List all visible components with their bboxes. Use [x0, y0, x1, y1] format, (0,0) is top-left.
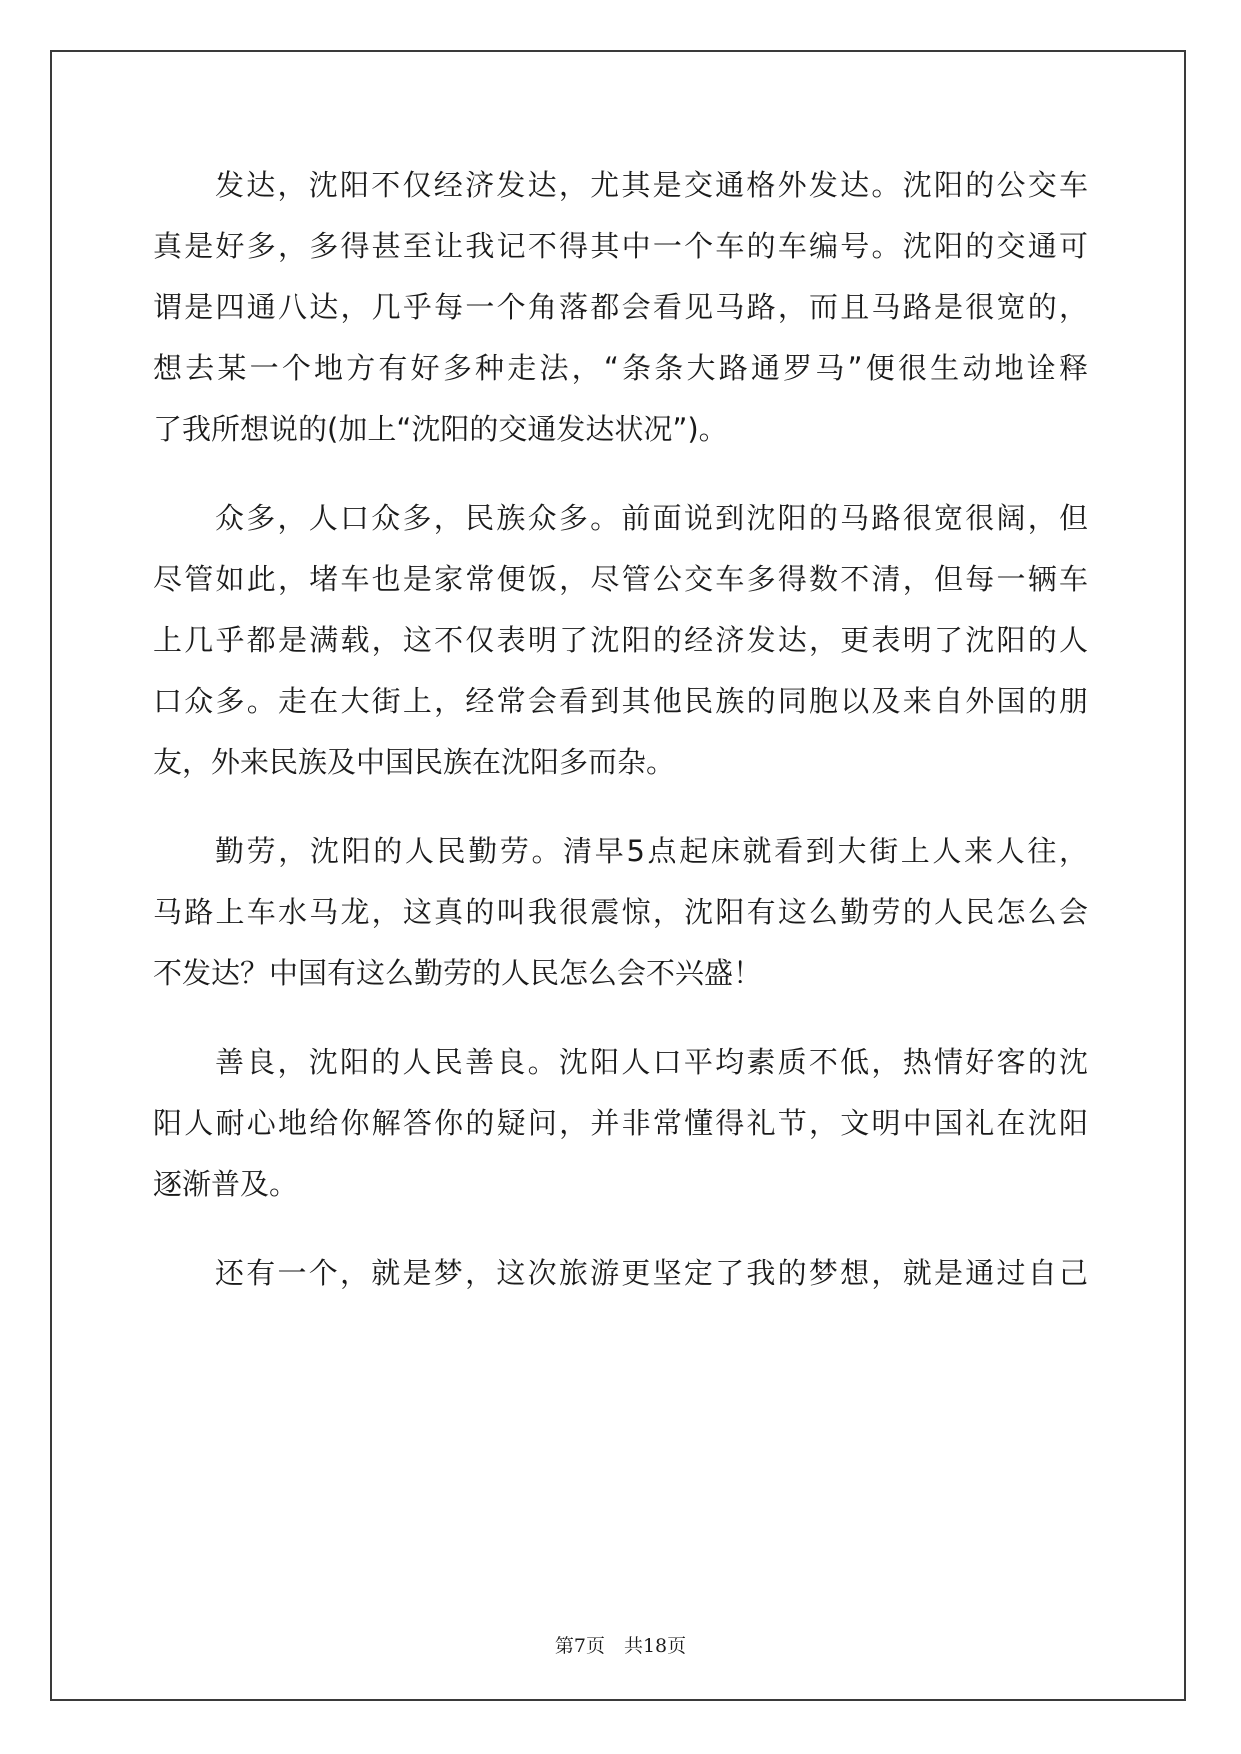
text-line: 勤劳，沈阳的人民勤劳。清早5点起床就看到大街上人来人往，	[215, 834, 1088, 868]
text-line: 想去某一个地方有好多种走法，“条条大路通罗马”便很生动地诠释	[153, 351, 1088, 385]
text-line: 善良，沈阳的人民善良。沈阳人口平均素质不低，热情好客的沈	[215, 1045, 1088, 1079]
page-number-footer: 第7页 共18页	[554, 1635, 687, 1657]
paragraph	[153, 155, 1088, 460]
paragraph	[153, 1032, 1088, 1215]
text-line: 还有一个，就是梦，这次旅游更坚定了我的梦想，就是通过自己	[215, 1256, 1088, 1290]
document-body	[153, 155, 1088, 1304]
text-line: 阳人耐心地给你解答你的疑问，并非常懂得礼节，文明中国礼在沈阳	[153, 1106, 1088, 1140]
text-line: 真是好多，多得甚至让我记不得其中一个车的车编号。沈阳的交通可	[153, 229, 1088, 263]
text-line: 马路上车水马龙，这真的叫我很震惊，沈阳有这么勤劳的人民怎么会	[153, 895, 1088, 929]
paragraph	[153, 821, 1088, 1004]
text-line: 友，外来民族及中国民族在沈阳多而杂。	[153, 745, 676, 779]
text-line: 上几乎都是满载，这不仅表明了沈阳的经济发达，更表明了沈阳的人	[153, 623, 1088, 657]
paragraph	[153, 488, 1088, 793]
text-line: 谓是四通八达，几乎每一个角落都会看见马路，而且马路是很宽的，	[153, 290, 1088, 324]
text-line: 了我所想说的(加上“沈阳的交通发达状况”)。	[153, 412, 728, 446]
text-line: 发达，沈阳不仅经济发达，尤其是交通格外发达。沈阳的公交车	[215, 168, 1088, 202]
text-line: 尽管如此，堵车也是家常便饭，尽管公交车多得数不清，但每一辆车	[153, 562, 1088, 596]
paragraph	[153, 1243, 1088, 1304]
text-line: 口众多。走在大街上，经常会看到其他民族的同胞以及来自外国的朋	[153, 684, 1088, 718]
text-line: 逐渐普及。	[153, 1167, 299, 1201]
text-line: 不发达？中国有这么勤劳的人民怎么会不兴盛！	[153, 956, 763, 990]
text-line: 众多，人口众多，民族众多。前面说到沈阳的马路很宽很阔，但	[215, 501, 1088, 535]
